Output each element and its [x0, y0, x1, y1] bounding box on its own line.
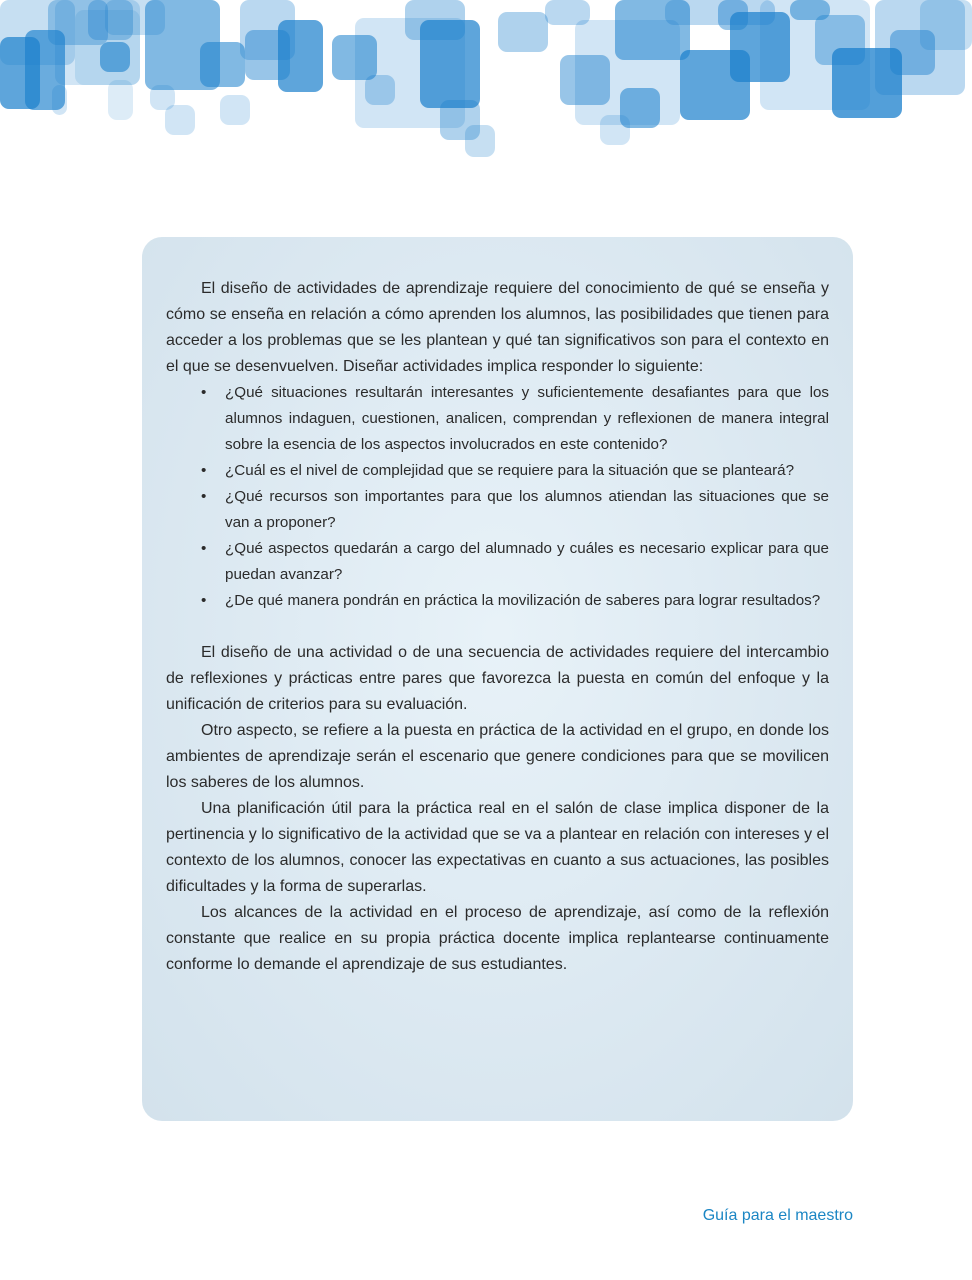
bullet-icon: • [201, 488, 207, 505]
decorative-square [100, 42, 130, 72]
question-text: ¿Qué aspectos quedarán a cargo del alumnado y cuáles es necesario explicar para que puedan avanzar? [225, 540, 829, 583]
body-paragraph: El diseño de una actividad o de una secuencia de actividades requiere del intercambio de reflexiones y prácticas entre pares que favorezca la puesta en común del enfoque y la unificación de criterios para su evaluación. [166, 644, 829, 713]
bullet-icon: • [201, 540, 207, 557]
question-list [166, 380, 829, 614]
content-text [166, 276, 829, 978]
bullet-icon: • [201, 384, 207, 401]
question-text: ¿Cuál es el nivel de complejidad que se requiere para la situación que se planteará? [225, 462, 795, 479]
decorative-square [498, 12, 548, 52]
spacer [166, 614, 829, 640]
decorative-square [52, 85, 67, 115]
decorative-square [365, 75, 395, 105]
bullet-icon: • [201, 462, 207, 479]
decorative-square [220, 95, 250, 125]
list-item [201, 380, 829, 458]
question-text: ¿Qué situaciones resultarán interesantes y suficientemente desafiantes para que los alumnos indaguen, cuestionen, analicen, comprendan y reflexionen de manera integral sobre la esencia de los aspectos involucrados en este contenido? [225, 384, 829, 453]
decorative-square [200, 42, 245, 87]
question-text: ¿Qué recursos son importantes para que los alumnos atiendan las situaciones que se van a proponer? [225, 488, 829, 531]
list-item [201, 458, 829, 484]
decorative-square [420, 20, 480, 108]
decorative-square [108, 80, 133, 120]
bullet-icon: • [201, 592, 207, 609]
decorative-square [165, 105, 195, 135]
body-paragraph: Una planificación útil para la práctica real en el salón de clase implica disponer de la pertinencia y lo significativo de la actividad que se va a plantear en relación con intereses y el contexto de los alumnos, conocer las expectativas en cuanto a sus actuaciones, las posibles dificultades y la forma de superarlas. [166, 800, 829, 895]
decorative-square [920, 0, 972, 50]
list-item [201, 588, 829, 614]
list-item [201, 536, 829, 588]
decorative-square [278, 20, 323, 92]
body-paragraph: Los alcances de la actividad en el proceso de aprendizaje, así como de la reflexión constante que realice en su propia práctica docente implica replantearse continuamente conforme lo demande el aprendizaje de sus estudiantes. [166, 904, 829, 973]
footer-title: Guía para el maestro [702, 1207, 853, 1224]
decorative-square [465, 125, 495, 157]
body-paragraph: Otro aspecto, se refiere a la puesta en práctica de la actividad en el grupo, en donde los ambientes de aprendizaje serán el escenario que genere condiciones para que se movilicen los saberes de los alumnos. [166, 722, 829, 791]
decorative-squares-banner [0, 0, 972, 170]
decorative-square [105, 0, 165, 35]
decorative-square [600, 115, 630, 145]
intro-paragraph: El diseño de actividades de aprendizaje requiere del conocimiento de qué se enseña y cómo se enseña en relación a cómo aprenden los alumnos, las posibilidades que tienen para acceder a los problemas que se les plantean y qué tan significativos son para el contexto en el que se desenvuelven. Diseñar actividades implica responder lo siguiente: [166, 280, 829, 375]
question-text: ¿De qué manera pondrán en práctica la movilización de saberes para lograr resultados? [225, 592, 821, 609]
list-item [201, 484, 829, 536]
